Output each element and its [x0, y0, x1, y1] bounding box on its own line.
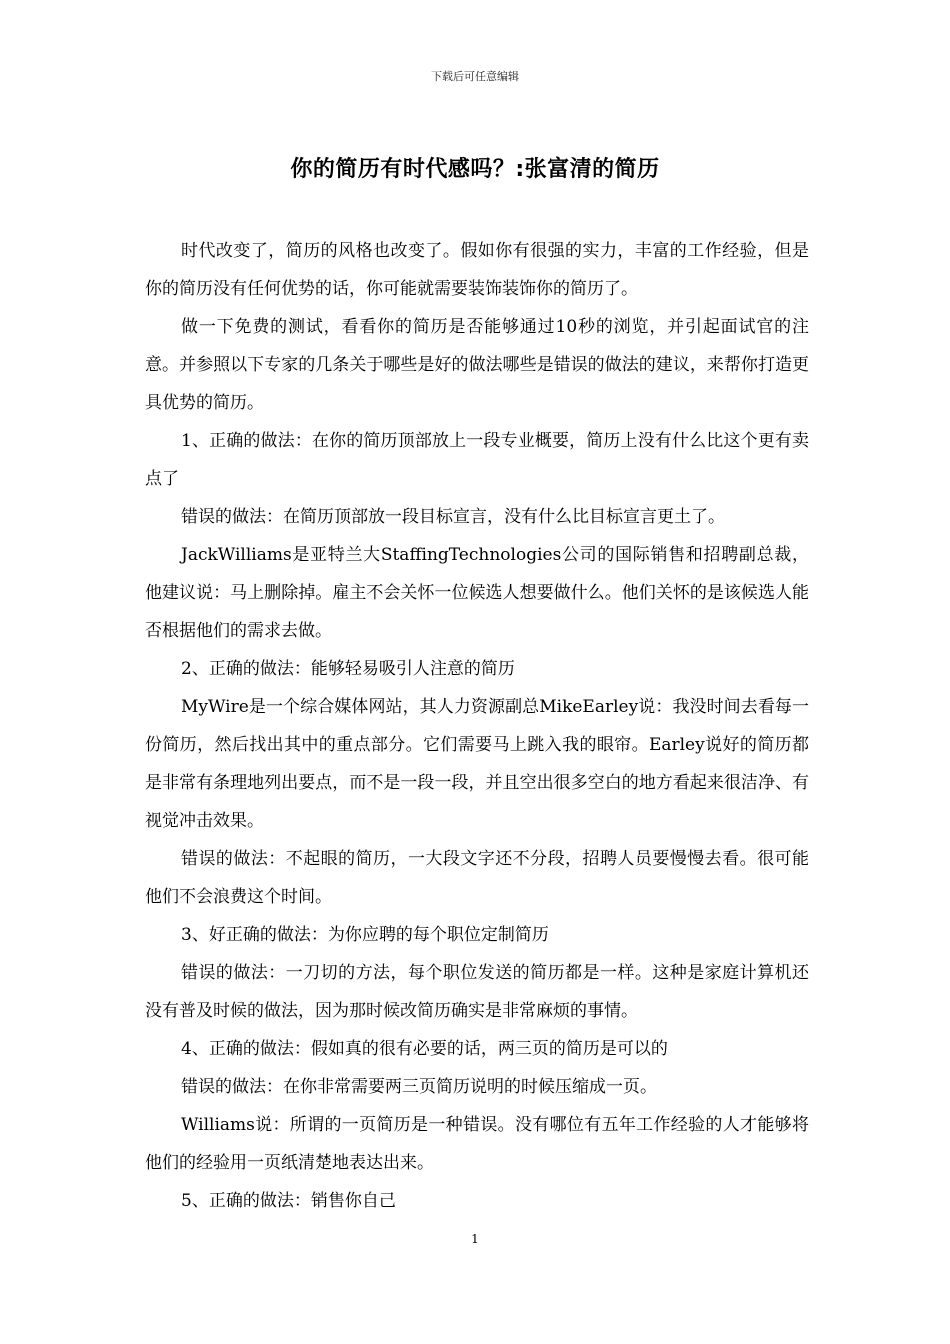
paragraph: 错误的做法：一刀切的方法，每个职位发送的简历都是一样。这种是家庭计算机还没有普及时候的做法，因为那时候改简历确实是非常麻烦的事情。	[145, 963, 809, 1021]
paragraph: 错误的做法：在简历顶部放一段目标宣言，没有什么比目标宣言更土了。	[181, 507, 725, 527]
paragraph: 错误的做法：不起眼的简历，一大段文字还不分段，招聘人员要慢慢去看。很可能他们不会浪费这个时间。	[145, 849, 809, 907]
document-body	[145, 232, 809, 1220]
page-header: 下载后可任意编辑	[431, 70, 519, 83]
paragraph: 1、正确的做法：在你的简历顶部放上一段专业概要，简历上没有什么比这个更有卖点了	[145, 431, 809, 489]
paragraph: 2、正确的做法：能够轻易吸引人注意的简历	[181, 659, 515, 679]
paragraph: Williams说：所谓的一页简历是一种错误。没有哪位有五年工作经验的人才能够将他们的经验用一页纸清楚地表达出来。	[145, 1115, 809, 1173]
paragraph: 4、正确的做法：假如真的很有必要的话，两三页的简历是可以的	[181, 1039, 668, 1059]
page-number: 1	[471, 1232, 479, 1246]
paragraph: 3、好正确的做法：为你应聘的每个职位定制简历	[181, 925, 549, 945]
paragraph: 时代改变了，简历的风格也改变了。假如你有很强的实力，丰富的工作经验，但是你的简历没有任何优势的话，你可能就需要装饰装饰你的简历了。	[145, 241, 809, 299]
paragraph: 做一下免费的测试，看看你的简历是否能够通过10秒的浏览，并引起面试官的注意。并参照以下专家的几条关于哪些是好的做法哪些是错误的做法的建议，来帮你打造更具优势的简历。	[145, 317, 809, 413]
paragraph: MyWire是一个综合媒体网站，其人力资源副总MikeEarley说：我没时间去看每一份简历，然后找出其中的重点部分。它们需要马上跳入我的眼帘。Earley说好的简历都是非常有条理地列出要点，而不是一段一段，并且空出很多空白的地方看起来很洁净、有视觉冲击效果。	[145, 697, 809, 831]
paragraph: JackWilliams是亚特兰大StaffingTechnologies公司的国际销售和招聘副总裁，他建议说：马上删除掉。雇主不会关怀一位候选人想要做什么。他们关怀的是该候选人能否根据他们的需求去做。	[145, 545, 809, 641]
paragraph: 错误的做法：在你非常需要两三页简历说明的时候压缩成一页。	[181, 1077, 657, 1097]
document-title: 你的简历有时代感吗？:张富清的简历	[290, 157, 660, 182]
paragraph: 5、正确的做法：销售你自己	[181, 1191, 396, 1211]
